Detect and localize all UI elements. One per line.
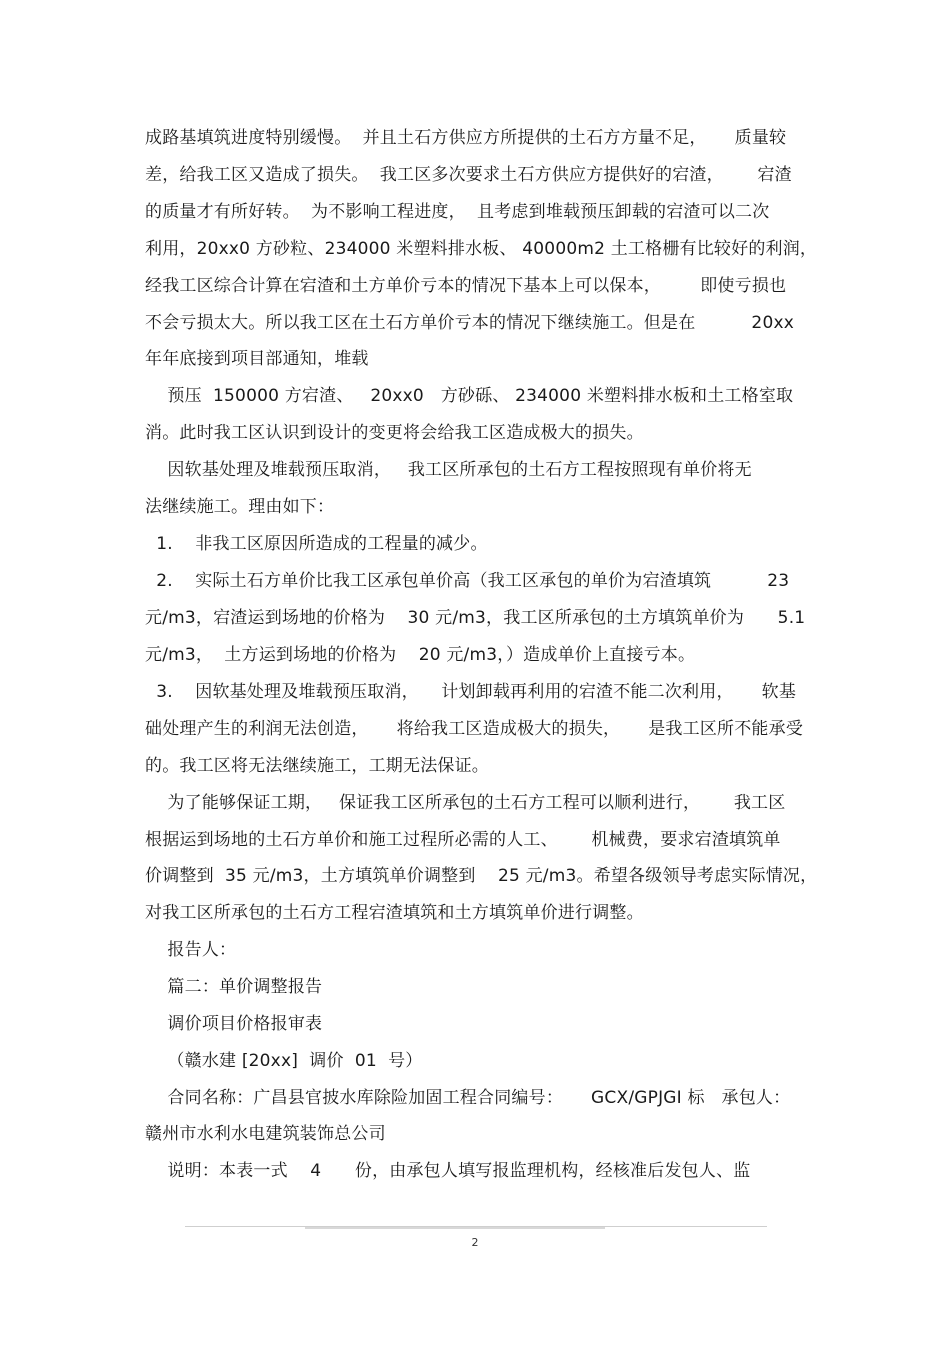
text-line: 成路基填筑进度特别缓慢。 并且土石方供应方所提供的土石方方量不足， 质量较 [145, 128, 787, 148]
note-line: 说明：本表一式 4 份，由承包人填写报监理机构，经核准后发包人、监 [145, 1161, 751, 1181]
text-line: 因软基处理及堆载预压取消， 我工区所承包的土石方工程按照现有单价将无 [145, 460, 752, 480]
text-line: 元/m3， 土方运到场地的价格为 20 元/m3，）造成单价上直接亏本。 [145, 645, 696, 665]
text-line: 利用，20xx0 方砂粒、234000 米塑料排水板、 40000m2 土工格栅有比较好的利润， [145, 239, 818, 259]
reporter-line: 报告人： [145, 940, 237, 960]
text-line: 价调整到 35 元/m3，土方填筑单价调整到 25 元/m3。希望各级领导考虑实际情况， [145, 866, 818, 886]
text-line: 不会亏损太大。所以我工区在土石方单价亏本的情况下继续施工。但是在 20xx [145, 313, 794, 333]
text-line: 的。我工区将无法继续施工，工期无法保证。 [145, 756, 489, 776]
list-item: 2. 实际土石方单价比我工区承包单价高（我工区承包的单价为宕渣填筑 23 [145, 571, 790, 591]
text-line: 年年底接到项目部通知，堆载 [145, 349, 369, 369]
text-line: 差，给我工区又造成了损失。 我工区多次要求土石方供应方提供好的宕渣， 宕渣 [145, 165, 792, 185]
list-item: 3. 因软基处理及堆载预压取消， 计划卸载再利用的宕渣不能二次利用， 软基 [145, 682, 797, 702]
text-line: 元/m3，宕渣运到场地的价格为 30 元/m3，我工区所承包的土方填筑单价为 5.1 [145, 608, 806, 628]
form-title: 调价项目价格报审表 [145, 1014, 323, 1034]
text-line: 预压 150000 方宕渣、 20xx0 方砂砾、 234000 米塑料排水板和土工格室取 [145, 386, 794, 406]
text-line: 对我工区所承包的土石方工程宕渣填筑和土方填筑单价进行调整。 [145, 903, 644, 923]
section-heading: 篇二：单价调整报告 [145, 977, 323, 997]
page-number: 2 [471, 1236, 479, 1249]
text-line: 的质量才有所好转。 为不影响工程进度， 且考虑到堆载预压卸载的宕渣可以二次 [145, 202, 770, 222]
footer-divider-shade [305, 1227, 605, 1229]
text-line: 根据运到场地的土石方单价和施工过程所必需的人工、 机械费，要求宕渣填筑单 [145, 830, 781, 850]
contractor-name: 赣州市水利水电建筑装饰总公司 [145, 1124, 386, 1144]
list-item: 1. 非我工区原因所造成的工程量的减少。 [145, 534, 488, 554]
text-line: 础处理产生的利润无法创造， 将给我工区造成极大的损失， 是我工区所不能承受 [145, 719, 804, 739]
contract-info: 合同名称：广昌县官披水库除险加固工程合同编号： GCX/GPJGⅠ 标 承包人： [145, 1088, 791, 1108]
text-line: 消。此时我工区认识到设计的变更将会给我工区造成极大的损失。 [145, 423, 644, 443]
document-code: （赣水建 [20xx] 调价 01 号） [145, 1051, 423, 1071]
text-line: 为了能够保证工期， 保证我工区所承包的土石方工程可以顺利进行， 我工区 [145, 793, 786, 813]
text-line: 经我工区综合计算在宕渣和土方单价亏本的情况下基本上可以保本， 即使亏损也 [145, 276, 787, 296]
text-line: 法继续施工。理由如下： [145, 497, 335, 517]
